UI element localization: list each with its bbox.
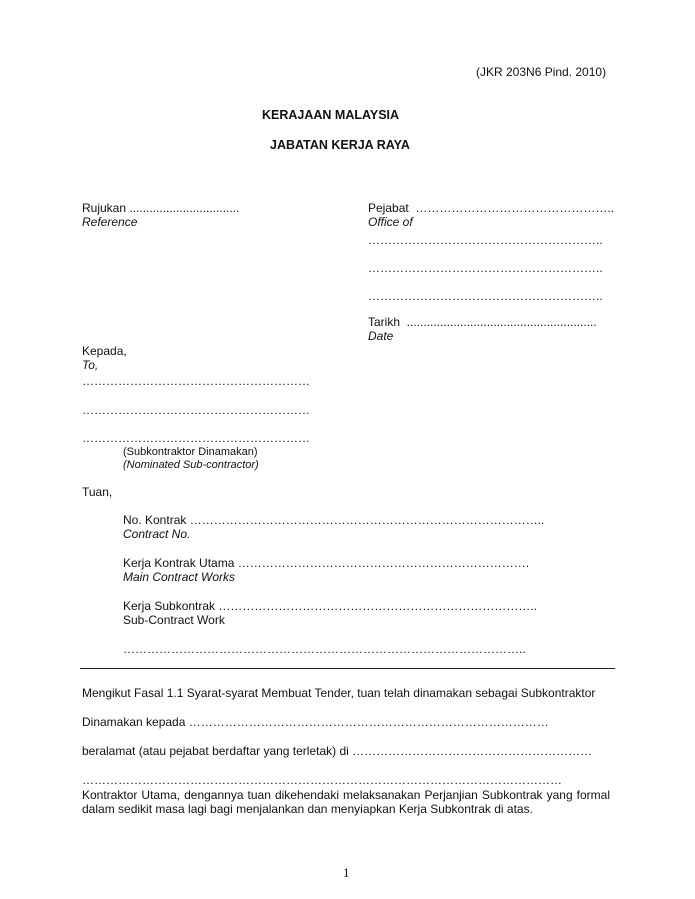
body-para-3: beralamat (atau pejabat berdaftar yang terletak) di …………………………………………………… [82,744,593,758]
recipient-label-en: To, [82,358,99,372]
page-number: 1 [343,865,350,880]
salutation: Tuan, [82,485,113,499]
body-para-5: Kontraktor Utama, dengannya tuan dikehendaki melaksanakan Perjanjian Subkontrak yang formal dalam sedikit masa lagi bagi menjalankan dan menyiapkan Kerja Subkontrak di atas. [82,788,610,816]
form-code: (JKR 203N6 Pind. 2010) [476,65,607,79]
header-government: KERAJAAN MALAYSIA [262,108,400,122]
sub-works-extra-line: ……………………………………………………………………………………….. [123,642,526,656]
sub-works-label-en: Sub-Contract Work [123,613,225,627]
date-label: Tarikh ......................................................... [368,315,597,329]
sub-works-label: Kerja Subkontrak …………………………………………………………………….. [123,599,538,613]
body-para-2: Dinamakan kepada ……………………………………………………………………………… [82,715,549,729]
recipient-line-3: ………………………………………………… [82,431,310,445]
recipient-line-2: ………………………………………………… [82,403,310,417]
contract-no-label-en: Contract No. [123,527,191,541]
office-label-en: Office of [368,215,413,229]
reference-label-en: Reference [82,215,138,229]
body-para-4: ………………………………………………………………………………………………………… [82,773,562,787]
office-line-3: ………………………………………………….. [368,289,603,303]
body-para-1: Mengikut Fasal 1.1 Syarat-syarat Membuat Tender, tuan telah dinamakan sebagai Subkontraktor [82,686,596,700]
office-line-2: ………………………………………………….. [368,261,603,275]
recipient-note-en: (Nominated Sub-contractor) [123,459,259,471]
recipient-line-1: ………………………………………………… [82,374,310,388]
office-label: Pejabat ………………………………………….. [368,201,615,215]
recipient-note: (Subkontraktor Dinamakan) [123,446,258,458]
main-works-label: Kerja Kontrak Utama ………………………………………………………………. [123,556,530,570]
header-department: JABATAN KERJA RAYA [270,138,410,152]
section-divider [80,668,615,669]
contract-no-label: No. Kontrak …………………………………………………………………………….. [123,513,545,527]
office-line-1: ………………………………………………….. [368,233,603,247]
reference-label: Rujukan ................................. [82,201,240,215]
main-works-label-en: Main Contract Works [123,570,236,584]
recipient-label: Kepada, [82,344,127,358]
date-label-en: Date [368,329,394,343]
